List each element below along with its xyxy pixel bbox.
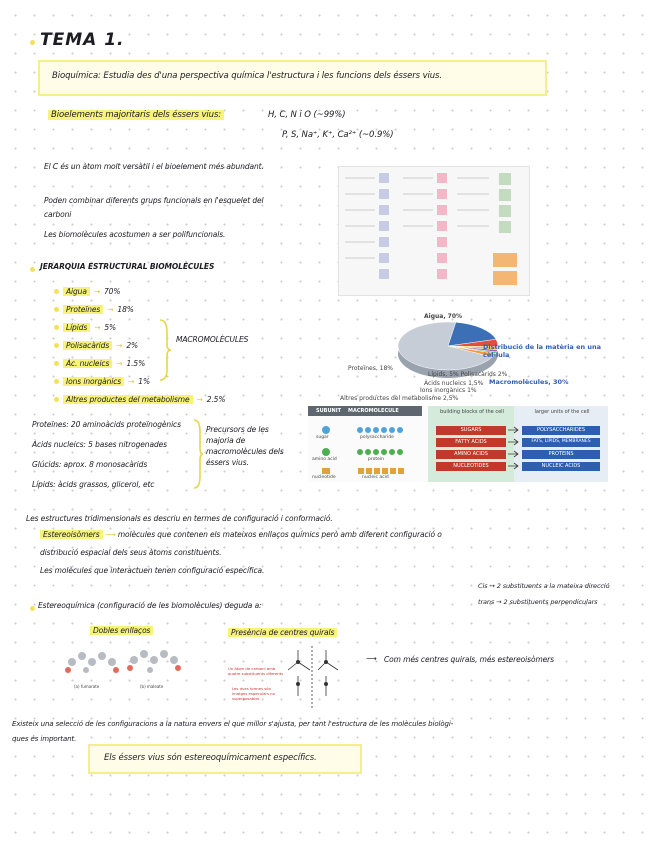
double-bonds-label: Dobles enllaços — [90, 626, 153, 635]
item-name: Proteïnes — [63, 305, 103, 314]
block-sugars: SUGARS — [460, 427, 482, 433]
arrow-icon: → — [116, 358, 123, 368]
table-header-blocks: building blocks of the cell — [440, 409, 504, 415]
functional-groups-svg — [339, 167, 529, 295]
conclusion-line2: ques és important. — [12, 735, 77, 743]
table-header-macro: MACROMOLECULE — [348, 408, 399, 414]
list-item — [54, 390, 254, 408]
chiral-label: Presència de centres quirals — [228, 628, 337, 637]
item-bullet — [54, 325, 59, 330]
subunit-amino: amino acid — [312, 457, 337, 462]
item-name: Polisacàrids — [63, 341, 112, 350]
definition-box — [38, 60, 547, 96]
item-value: 2% — [126, 340, 139, 350]
conclusion-box — [88, 744, 362, 774]
arrow-icon: ⟶ — [104, 530, 118, 539]
arrow-icon: → — [107, 304, 114, 314]
subunit-sugar: sugar — [316, 435, 329, 440]
hierarchy-title: JERARQUIA ESTRUCTURAL BIOMOLÈCULES — [40, 262, 215, 271]
title-bullet — [30, 40, 35, 45]
isomers-row — [40, 530, 442, 539]
item-bullet — [54, 289, 59, 294]
double-bond-figure — [60, 642, 188, 696]
item-name: Altres productes del metabolisme — [63, 395, 193, 404]
functional-groups-figure — [338, 166, 530, 296]
precursors-note: Precursors de les majoria de macromolècules dels éssers vius. — [206, 425, 284, 467]
more-chiral-text: Com més centres quirals, més estereoisòmers — [384, 655, 554, 664]
arrow-icon: → — [116, 340, 123, 350]
isomers-text: molècules que contenen els mateixos enllaços químics però amb diferent configuració o — [117, 530, 442, 539]
item-value: 18% — [117, 304, 134, 314]
subunit-figure — [308, 406, 608, 482]
arrow-icon: → — [128, 376, 135, 386]
pie-label-water: Aigua, 70% — [424, 313, 463, 320]
structure-line1: Les estructures tridimensionals es descriu en termes de configuració i conformació. — [26, 514, 333, 523]
item-name: Ions inorgànics — [63, 377, 124, 386]
conclusion-line1: Existeix una selecció de les configuracions a la natura envers el que millor s'ajusta, per tant l'estructura de les molècules biològi- — [12, 720, 454, 728]
stereo-title: Estereoquímica (configuració de les biomolècules) deguda a: — [38, 601, 262, 610]
hierarchy-bullet — [30, 267, 35, 272]
chiral-caption-red2: Les dues formes són imatges especulars no superposables — [232, 686, 275, 701]
item-value: 1.5% — [126, 358, 146, 368]
carbon-line3: Les biomolècules acostumen a ser polifuncionals. — [44, 230, 226, 239]
carbon-line1: El C és un àtom molt versàtil i el bioelement més abundant. — [44, 162, 264, 171]
pie-label-protein: Proteïnes, 18% — [348, 365, 393, 372]
precursor-brace — [192, 418, 204, 490]
block-amino: AMINO ACIDS — [454, 451, 488, 457]
subunit-nucleotide: nucleotide — [312, 475, 336, 480]
pie-macro-label: Macromolècules, 30% — [489, 378, 569, 386]
item-value: 5% — [104, 322, 117, 332]
item-value: 2.5% — [206, 394, 226, 404]
conclusion-box-text: Els éssers vius són estereoquímicament específics. — [104, 753, 317, 763]
macro-brace — [158, 318, 172, 382]
carbon-line2a: Poden combinar diferents grups funcionals en l'esquelet del — [44, 196, 264, 205]
larger-nucleic: NUCLEIC ACIDS — [541, 463, 581, 469]
precursor-item: Proteïnes: 20 aminoàcids proteïnogènics — [32, 420, 181, 429]
larger-poly: POLYSACCHARIDES — [536, 427, 586, 433]
pie-label-ions: Ions inorgànics 1% — [420, 387, 477, 394]
list-item — [54, 282, 254, 300]
double-caption-b: (b) maleate — [140, 684, 164, 689]
pie-label-others: Altres productes del metabolisme 2,5% — [340, 395, 459, 402]
list-item — [54, 354, 254, 372]
page-title: TEMA 1. — [40, 30, 125, 50]
precursor-item: Glúcids: aprox. 8 monosacàrids — [32, 460, 148, 469]
block-fatty: FATTY ACIDS — [455, 439, 487, 445]
table-header-larger: larger units of the cell — [534, 409, 590, 415]
item-value: 70% — [104, 286, 121, 296]
pie-title: Distribució de la matèria en una cèl·lula — [483, 343, 602, 359]
pie-label-lipids: Lípids, 5% Polisacàrids 2% — [428, 371, 508, 378]
chiral-caption-red1: Un àtom de carboni amb quatre substituents diferents — [228, 666, 284, 676]
structure-line3: Les molècules que interactuen tenen configuració específica. — [40, 566, 265, 575]
larger-proteins: PROTEINS — [548, 451, 574, 457]
chiral-svg — [226, 642, 356, 716]
item-bullet — [54, 397, 59, 402]
arrow-icon: → — [93, 286, 101, 296]
item-name: Lípids — [63, 323, 90, 332]
precursor-item: Lípids: àcids grassos, glicerol, etc — [32, 480, 155, 489]
arrow-icon: → — [196, 394, 203, 404]
cis-note: Cis → 2 substituents a la mateixa direcció — [478, 582, 610, 590]
item-bullet — [54, 361, 59, 366]
double-caption-a: (a) fumarate — [74, 684, 100, 689]
macro-polysaccharide: polysaccharide — [360, 435, 394, 440]
definition-text: Bioquímica: Estudia des d'una perspectiva química l'estructura i les funcions dels éssers vius. — [52, 71, 442, 81]
chiral-figure — [226, 642, 356, 716]
macro-nucleic: nucleic acid — [362, 475, 389, 480]
hierarchy-list — [54, 282, 254, 408]
structure-line2: distribució espacial dels seus àtoms constituents. — [40, 548, 222, 557]
arrow-icon: → — [94, 322, 101, 332]
block-nucleotides: NUCLEOTIDES — [453, 463, 489, 469]
stereo-bullet — [30, 606, 35, 611]
precursors-list — [32, 420, 181, 500]
precursor-item: Àcids nucleics: 5 bases nitrogenades — [32, 440, 167, 449]
bioelements-line1: H, C, N i O (~99%) — [268, 110, 346, 120]
bioelements-label: Bioelements majoritaris dels éssers vius: — [48, 110, 224, 120]
item-name: Aigua — [63, 287, 90, 296]
item-value: 1% — [138, 376, 150, 386]
list-item — [54, 372, 254, 390]
larger-fats: FATS, LIPIDS, MEMBRANES — [531, 439, 591, 444]
list-item — [54, 300, 254, 318]
item-name: Àc. nucleics — [63, 359, 112, 368]
macro-protein: protein — [368, 457, 384, 462]
table-header-subunit: SUBUNIT — [316, 408, 341, 414]
trans-note: trans → 2 substituents perpendiculars — [478, 598, 598, 606]
item-bullet — [54, 307, 59, 312]
item-bullet — [54, 379, 59, 384]
item-bullet — [54, 343, 59, 348]
list-item — [54, 318, 254, 336]
macro-label: MACROMOLÈCULES — [176, 335, 249, 344]
bioelements-line2: P, S, Na⁺, K⁺, Ca²⁺ (~0.9%) — [282, 130, 394, 140]
isomers-label: Estereoisòmers — [40, 530, 103, 539]
carbon-line2b: carboni — [44, 210, 72, 219]
pie-label-nucleic: Àcids nucleics 1,5% — [424, 380, 484, 387]
chiral-arrow-icon: ⟶ — [366, 654, 377, 663]
pie-chart-figure — [338, 306, 608, 410]
